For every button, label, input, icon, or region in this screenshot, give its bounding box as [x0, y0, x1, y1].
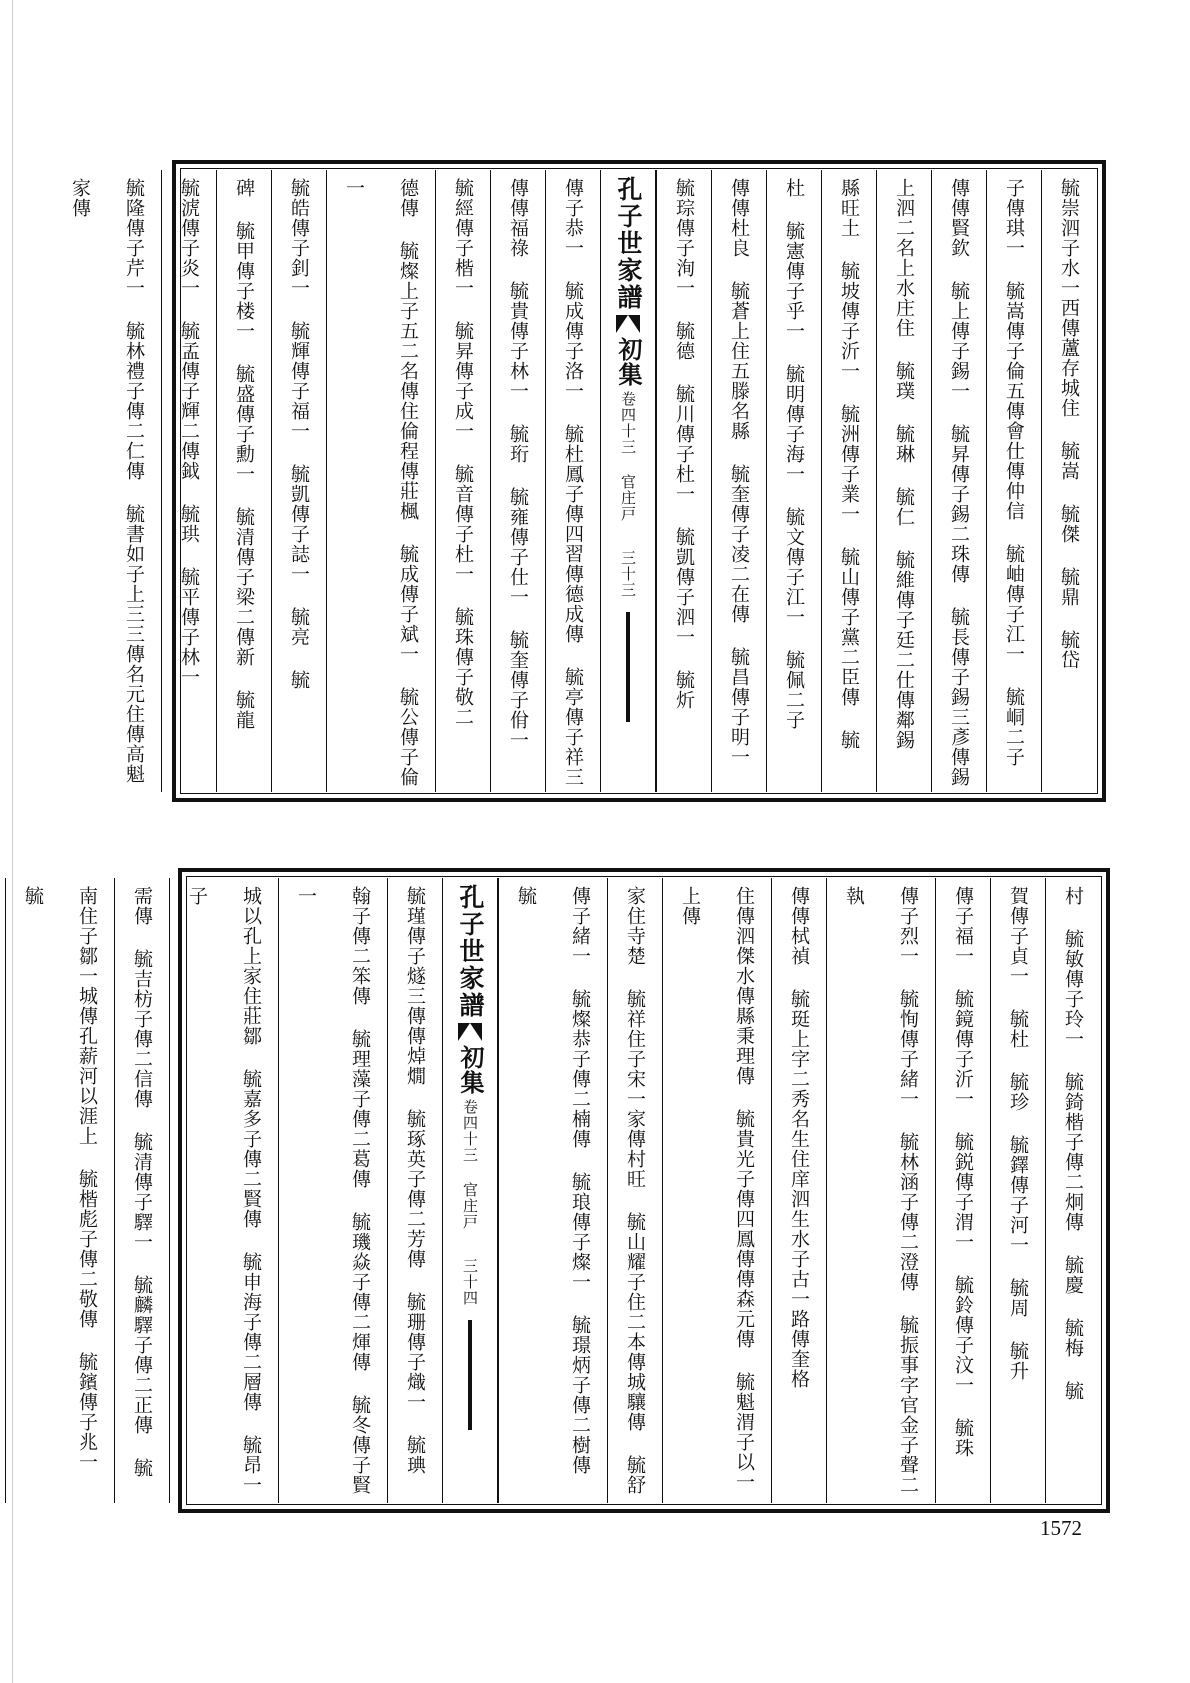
- folio-number: 三十四: [461, 1258, 479, 1306]
- collection-label: 初集: [456, 1045, 485, 1095]
- center-fold-column: [442, 878, 498, 1503]
- text-column: 子傳琪一 毓嵩傳子倫五傳會仕傳仲信 毓岫傳子江一 毓峒二子: [986, 170, 1041, 792]
- center-fold-column: [600, 170, 656, 792]
- book-title: 孔子世家譜: [614, 176, 643, 311]
- text-column: 毓琮傳子洵一 毓德 毓川傳子杜一 毓凱傳子泗一 毓炘: [656, 170, 711, 792]
- text-column: 毓崇泗子水一西傳蘆存城住 毓嵩 毓傑 毓鼎 毓岱: [1041, 170, 1096, 792]
- text-column: 翰子傳二笨傳 毓理藻子傳二葛傳 毓璣焱子傳二煇傳 毓冬傳子賢一: [278, 878, 387, 1503]
- text-column: 毓瑾傳子燧三傳傳焯燗 毓琢英子傳二芳傳 毓珊傳子熾一 毓琠: [387, 878, 442, 1503]
- text-column: 毓皓傳子釗一 毓輝傳子福一 毓凱傳子誌一 毓亮 毓: [271, 170, 326, 792]
- text-column: 家住寺楚 毓祥住子宋一家傳村旺 毓山耀子住二本傳城驤傳 毓舒: [607, 878, 662, 1503]
- text-column: 傳傳福祿 毓貴傳子林一 毓珩 毓雍傳子仕一 毓奎傳子佾一: [490, 170, 545, 792]
- page-number: 1572: [1040, 1516, 1082, 1540]
- center-bar: [468, 1320, 472, 1430]
- fishtail-mark-icon: [616, 315, 640, 333]
- text-column: 傳傳栻禎 毓珽上字二秀名生住庠泗生水子古一路傳奎格: [771, 878, 826, 1503]
- volume-label: 卷四十三 官庄戸: [619, 391, 637, 522]
- text-column: 傳子緒一 毓燦恭子傳二楠傳 毓琅傳子燦一 毓璟炳子傳二樹傳 毓: [498, 878, 607, 1503]
- text-column: 上泗二名上水庄住 毓璞 毓琳 毓仁 毓維傳子廷二仕傳鄰錫: [876, 170, 931, 792]
- text-column: 需傳 毓吉枋子傳二信傳 毓清傳子驛一 毓麟驛子傳二正傳 毓: [114, 878, 169, 1503]
- text-column: 南住子鄒一城傳孔薪河以涯上 毓楷彪子傳二敬傳 毓鑌傳子兆一 毓: [5, 878, 114, 1503]
- text-column: 傳傳杜良 毓蒼上住五滕名縣 毓奎傳子凌二在傳 毓昌傳子明一: [711, 170, 766, 792]
- genealogy-panel-upper: [69, 160, 1106, 802]
- text-column: 碑 毓甲傳子楼一 毓盛傳子勳一 毓清傳子梁二傳新 毓龍: [216, 170, 271, 792]
- text-column: 縣旺土 毓坡傳子沂一 毓洲傳子業一 毓山傳子黨二臣傳 毓: [821, 170, 876, 792]
- text-column: 村 毓敏傳子玲一 毓錡楷子傳二炯傳 毓慶 毓梅 毓: [1045, 878, 1100, 1503]
- text-column: 賀傳子貞一 毓杜 毓珍 毓鐸傳子河一 毓周 毓升: [990, 878, 1045, 1503]
- text-column: 毓淲傳子炎一 毓孟傳子輝二傳鉞 毓珙 毓平傳子林一: [161, 170, 216, 792]
- book-title: 孔子世家譜: [456, 884, 485, 1019]
- text-column: 杜 毓憲傳子乎一 毓明傳子海一 毓文傳子江一 毓佩二子: [766, 170, 821, 792]
- text-column: 傳子福一 毓鏡傳子沂一 毓鋭傳子渭一 毓鈴傳子汶一 毓珠: [935, 878, 990, 1503]
- text-column: 傳子恭一 毓成傳子洛一 毓杜鳳子傳四習傳德成傳 毓亭傳子祥三: [545, 170, 600, 792]
- text-column: 住傳泗傑水傳縣秉理傳 毓貴光子傳四鳳傳傳森元傳 毓魁渭子以一上傳: [662, 878, 771, 1503]
- folio-number: 三十三: [619, 550, 637, 598]
- column-row: [69, 170, 1096, 792]
- text-column: 傳傳賢欽 毓上傳子錫一 毓昇傳子錫二珠傳 毓長傳子錫三彥傳錫: [931, 170, 986, 792]
- text-column: 毓經傳子楷一 毓昇傳子成一 毓音傳子杜一 毓珠傳子敬二: [435, 170, 490, 792]
- genealogy-panel-lower: [22, 868, 1110, 1513]
- volume-label: 卷四十三 官庄戸: [461, 1099, 479, 1230]
- text-column: 城以孔上家住莊鄒 毓嘉多子傳二賢傳 毓申海子傳二層傳 毓昂一子: [169, 878, 278, 1503]
- collection-label: 初集: [614, 337, 643, 387]
- text-column: 毓隆傳子芹一 毓林禮子傳二仁傳 毓書如子上三三傳名元住傳高魁家傳: [69, 178, 145, 784]
- text-column: 德傳 毓燦上子五二名傳住倫程傳莊楓 毓成傳子斌一 毓公傳子倫一: [326, 170, 435, 792]
- column-row: [22, 878, 1100, 1503]
- text-column: 傳子烈一 毓恂傳子緒一 毓林涵子傳二澄傳 毓振事字官金子聲二執: [826, 878, 935, 1503]
- center-bar: [626, 612, 630, 722]
- fishtail-mark-icon: [458, 1023, 482, 1041]
